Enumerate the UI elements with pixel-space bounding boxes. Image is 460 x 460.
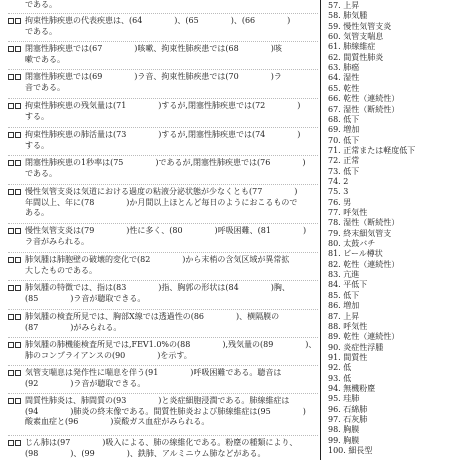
checkbox[interactable] bbox=[8, 189, 14, 195]
checkbox[interactable] bbox=[8, 440, 14, 446]
answer-item: 100. 細長型 bbox=[328, 446, 373, 456]
answer-item: 65. 乾性 bbox=[328, 83, 360, 93]
question-text: 慢性気管支炎は(79 )性に多く、(80 )呼吸困難、(81 ) ラ音がみられる。 bbox=[25, 226, 307, 246]
answer-item: 60. 気管支喘息 bbox=[328, 32, 384, 42]
answer-item: 59. 慢性気管支炎 bbox=[328, 21, 392, 31]
checkbox[interactable] bbox=[8, 342, 14, 348]
answer-item: 90. 炎症性浮腫 bbox=[328, 342, 384, 352]
question-text: 閉塞性肺疾患では(69 )ラ音、拘束性肺疾患では(70 )ラ 音である。 bbox=[25, 72, 282, 92]
answer-item: 71. 正常または軽度低下 bbox=[328, 145, 416, 155]
answer-item: 58. 肺気腫 bbox=[328, 11, 368, 21]
answer-item: 70. 低下 bbox=[328, 135, 360, 145]
row-separator bbox=[8, 435, 318, 436]
checkbox[interactable] bbox=[8, 46, 14, 52]
answer-item: 82. 乾性（連続性） bbox=[328, 259, 400, 269]
checkbox[interactable] bbox=[15, 132, 21, 138]
checkbox[interactable] bbox=[8, 398, 14, 404]
check-boxes bbox=[8, 342, 21, 348]
question-text: 気管支喘息は発作性に喘息を伴う(91 )呼吸困難である。聴音は (92 )ラ音が聴取できる。 bbox=[25, 368, 282, 388]
row-separator bbox=[8, 393, 318, 394]
answer-item: 75. 3 bbox=[328, 187, 349, 197]
checkbox[interactable] bbox=[15, 314, 21, 320]
column-divider bbox=[320, 0, 321, 460]
answer-item: 78. 湿性（断続性） bbox=[328, 218, 400, 228]
answer-item: 94. 無機粉塵 bbox=[328, 383, 376, 393]
check-boxes bbox=[8, 228, 21, 234]
answer-item: 87. 上昇 bbox=[328, 311, 360, 321]
answer-item: 88. 呼気性 bbox=[328, 321, 368, 331]
check-boxes bbox=[8, 18, 21, 24]
row-separator bbox=[8, 365, 318, 366]
answer-item: 81. ビール樽状 bbox=[328, 249, 383, 259]
check-boxes bbox=[8, 74, 21, 80]
answer-item: 97. 石灰肺 bbox=[328, 415, 368, 424]
answer-item: 80. 太鼓バチ bbox=[328, 239, 376, 249]
checkbox[interactable] bbox=[15, 257, 21, 263]
check-boxes bbox=[8, 440, 21, 446]
checkbox[interactable] bbox=[8, 18, 14, 24]
answer-item: 93. 低 bbox=[328, 373, 352, 383]
check-boxes bbox=[8, 370, 21, 376]
checkbox[interactable] bbox=[8, 74, 14, 80]
row-separator bbox=[8, 69, 318, 70]
row-separator bbox=[8, 223, 318, 224]
check-boxes bbox=[8, 285, 21, 291]
row-separator bbox=[8, 155, 318, 156]
answer-item: 67. 湿性（断続性） bbox=[328, 104, 400, 114]
checkbox[interactable] bbox=[15, 440, 21, 446]
answer-item: 63. 肺癌 bbox=[328, 63, 360, 73]
answer-item: 57. 上昇 bbox=[328, 1, 360, 10]
answer-item: 64. 湿性 bbox=[328, 73, 360, 83]
row-separator bbox=[8, 309, 318, 310]
answer-item: 95. 珪肺 bbox=[328, 394, 360, 404]
answer-item: 77. 呼気性 bbox=[328, 208, 368, 217]
answer-item: 69. 増加 bbox=[328, 125, 360, 135]
question-text: 閉塞性肺疾患の1秒率は(75 )であるが,閉塞性肺疾患では(76 ) である。 bbox=[25, 158, 306, 178]
checkbox[interactable] bbox=[8, 285, 14, 291]
answer-item: 98. 胸膜 bbox=[328, 425, 360, 435]
check-boxes bbox=[8, 103, 21, 109]
check-boxes bbox=[8, 257, 21, 263]
question-text: 肺気腫の特徴では、指は(83 )指、胸郭の形状は(84 )胸、 (85 )ラ音が聴取できる。 bbox=[25, 283, 290, 303]
question-text: 肺気腫の肺機能検査所見では,FEV1.0%の(88 ),残気量の(89 )、 肺のコンプライアンスの(90 )を示す。 bbox=[25, 340, 317, 360]
check-boxes bbox=[8, 398, 21, 404]
checkbox[interactable] bbox=[15, 398, 21, 404]
check-boxes bbox=[8, 132, 21, 138]
checkbox[interactable] bbox=[15, 370, 21, 376]
checkbox[interactable] bbox=[15, 160, 21, 166]
checkbox[interactable] bbox=[15, 228, 21, 234]
checkbox[interactable] bbox=[8, 228, 14, 234]
question-text: 肺気腫は肺胞壁の破壊的変化で(82 )から末梢の含気区域が異常拡 大したものである。 bbox=[25, 255, 290, 275]
answer-item: 61. 肺線維症 bbox=[328, 42, 376, 52]
answer-item: 83. 亢進 bbox=[328, 270, 360, 280]
answer-item: 76. 男 bbox=[328, 197, 352, 207]
checkbox[interactable] bbox=[15, 285, 21, 291]
question-text: 閉塞性肺疾患では(67 )咳嗽、拘束性肺疾患では(68 )咳 嗽である。 bbox=[25, 44, 282, 64]
row-separator bbox=[8, 98, 318, 99]
row-separator bbox=[8, 337, 318, 338]
checkbox[interactable] bbox=[15, 189, 21, 195]
checkbox[interactable] bbox=[8, 160, 14, 166]
check-boxes bbox=[8, 189, 21, 195]
answer-item: 86. 増加 bbox=[328, 301, 360, 311]
question-text: 間質性肺炎は、肺間質の(93 )と炎症細胞浸潤である。肺線維症は (94 )肺炎の終末像である。間質性肺炎および肺線維症は(95 ) 酸素血症と(96 )炭酸ガス血症がみられる。 bbox=[25, 396, 306, 426]
answer-item: 79. 終末細気管支 bbox=[328, 228, 392, 238]
answer-item: 72. 正常 bbox=[328, 156, 360, 166]
checkbox[interactable] bbox=[15, 74, 21, 80]
row-separator bbox=[8, 127, 318, 128]
row-separator bbox=[8, 252, 318, 253]
check-boxes bbox=[8, 160, 21, 166]
checkbox[interactable] bbox=[8, 257, 14, 263]
answer-item: 99. 胸膜 bbox=[328, 435, 360, 445]
answer-item: 96. 石綿肺 bbox=[328, 404, 368, 414]
answer-item: 68. 低下 bbox=[328, 114, 360, 124]
answer-item: 92. 低 bbox=[328, 363, 352, 373]
checkbox[interactable] bbox=[15, 46, 21, 52]
checkbox[interactable] bbox=[8, 103, 14, 109]
question-text: 肺気腫の検査所見では、胸部X線では透過性の(86 )、横隔膜の (87 )がみられる。 bbox=[25, 312, 280, 332]
row-separator bbox=[8, 280, 318, 281]
checkbox[interactable] bbox=[8, 132, 14, 138]
answer-item: 85. 低下 bbox=[328, 290, 360, 300]
check-boxes bbox=[8, 314, 21, 320]
row-separator bbox=[8, 13, 318, 14]
checkbox[interactable] bbox=[8, 314, 14, 320]
row-separator bbox=[8, 41, 318, 42]
answer-item: 91. 間質性 bbox=[328, 352, 368, 362]
checkbox[interactable] bbox=[15, 103, 21, 109]
answer-item: 73. 低下 bbox=[328, 166, 360, 176]
answer-item: 74. 2 bbox=[328, 176, 349, 186]
checkbox[interactable] bbox=[8, 370, 14, 376]
checkbox[interactable] bbox=[15, 18, 21, 24]
question-text: 拘束性肺疾患の代表疾患は、(64 )、(65 )、(66 ) である。 bbox=[25, 16, 291, 36]
answer-item: 62. 間質性肺炎 bbox=[328, 52, 384, 62]
answer-item: 89. 乾性（連続性） bbox=[328, 332, 400, 342]
question-text: 拘束性肺疾患の残気量は(71 )するが,閉塞性肺疾患では(72 ) する。 bbox=[25, 101, 301, 121]
question-text: 慢性気管支炎は気道における過度の粘液分泌状態が少なくとも(77 ) 年間以上、年に(78 )か月間以上ほとんど毎日のようにおこるもので ある。 bbox=[25, 187, 298, 217]
question-text: じん肺は(97 )吸入による、肺の線維化である。粉塵の種類により、 (98 )、(99 )、鉄肺、アルミニウム肺などがある。 bbox=[25, 438, 298, 458]
check-boxes bbox=[8, 46, 21, 52]
row-separator bbox=[8, 184, 318, 185]
question-text: 拘束性肺疾患の肺活量は(73 )するが,閉塞性肺疾患では(74 ) する。 bbox=[25, 130, 301, 150]
answer-item: 66. 乾性（連続性） bbox=[328, 94, 400, 104]
question-text: である。 bbox=[25, 0, 57, 9]
checkbox[interactable] bbox=[15, 342, 21, 348]
answer-item: 84. 平低下 bbox=[328, 280, 368, 290]
